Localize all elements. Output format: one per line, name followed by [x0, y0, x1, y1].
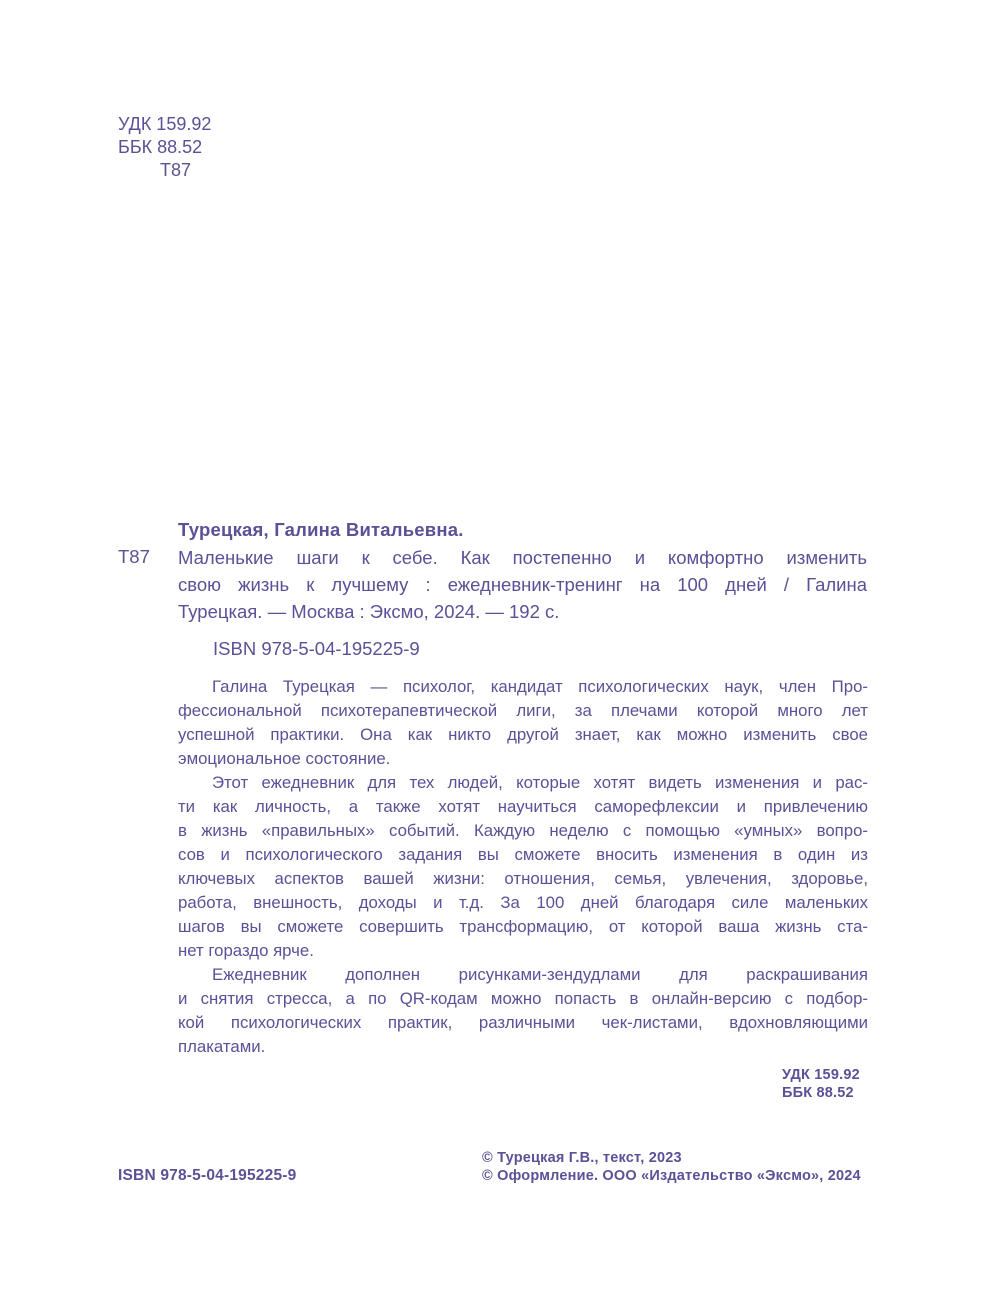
annotation-line: Галина Турецкая — психолог, кандидат психологических наук, член Про- — [212, 677, 868, 696]
annotation-line: в жизнь «правильных» событий. Каждую неделю с помощью «умных» вопро- — [178, 821, 868, 840]
bbk-code: ББК 88.52 — [118, 137, 203, 157]
annotation-line: успешной практики. Она как никто другой знает, как можно изменить свое — [178, 725, 868, 744]
copyright-text: © Турецкая Г.В., текст, 2023 — [482, 1150, 682, 1166]
annotation-line: ти как личность, а также хотят научиться саморефлексии и привлечению — [178, 797, 868, 816]
annotation-line: кой психологических практик, различными чек-листами, вдохновляющими — [178, 1013, 868, 1032]
annotation-line: работа, внешность, доходы и т.д. За 100 дней благодаря силе маленьких — [178, 893, 868, 912]
author-sign-record: Т87 — [118, 546, 150, 567]
udk-code: УДК 159.92 — [118, 114, 212, 134]
description-line: Турецкая. — Москва : Эксмо, 2024. — 192 с. — [178, 601, 560, 622]
description-line: Маленькие шаги к себе. Как постепенно и комфортно изменить — [178, 547, 867, 568]
copyright-design: © Оформление. ООО «Издательство «Эксмо», 2024 — [482, 1168, 861, 1184]
annotation-line: эмоциональное состояние. — [178, 749, 391, 768]
bbk-code-bottom: ББК 88.52 — [782, 1085, 854, 1101]
udk-code-bottom: УДК 159.92 — [782, 1067, 860, 1083]
annotation-line: сов и психологического задания вы сможете вносить изменения в один из — [178, 845, 868, 864]
annotation-line: шагов вы сможете совершить трансформацию, от которой ваша жизнь ста- — [178, 917, 868, 936]
author-heading: Турецкая, Галина Витальевна. — [178, 519, 464, 540]
isbn-footer: ISBN 978-5-04-195225-9 — [118, 1167, 297, 1184]
annotation-line: нет гораздо ярче. — [178, 941, 314, 960]
annotation-line: Ежедневник дополнен рисунками-зендудлами для раскрашивания — [212, 965, 868, 984]
author-sign: Т87 — [160, 160, 192, 180]
annotation-line: ключевых аспектов вашей жизни: отношения, семья, увлечения, здоровье, — [178, 869, 868, 888]
isbn-record: ISBN 978-5-04-195225-9 — [213, 638, 420, 659]
udk-block-top — [118, 113, 211, 182]
annotation-line: Этот ежедневник для тех людей, которые хотят видеть изменения и рас- — [212, 773, 868, 792]
description-line: свою жизнь к лучшему : ежедневник-тренинг на 100 дней / Галина — [178, 574, 867, 595]
annotation-line: и снятия стресса, а по QR-кодам можно попасть в онлайн-версию с подбор- — [178, 989, 868, 1008]
annotation-line: фессиональной психотерапевтической лиги, за плечами которой много лет — [178, 701, 868, 720]
annotation-line: плакатами. — [178, 1037, 266, 1056]
